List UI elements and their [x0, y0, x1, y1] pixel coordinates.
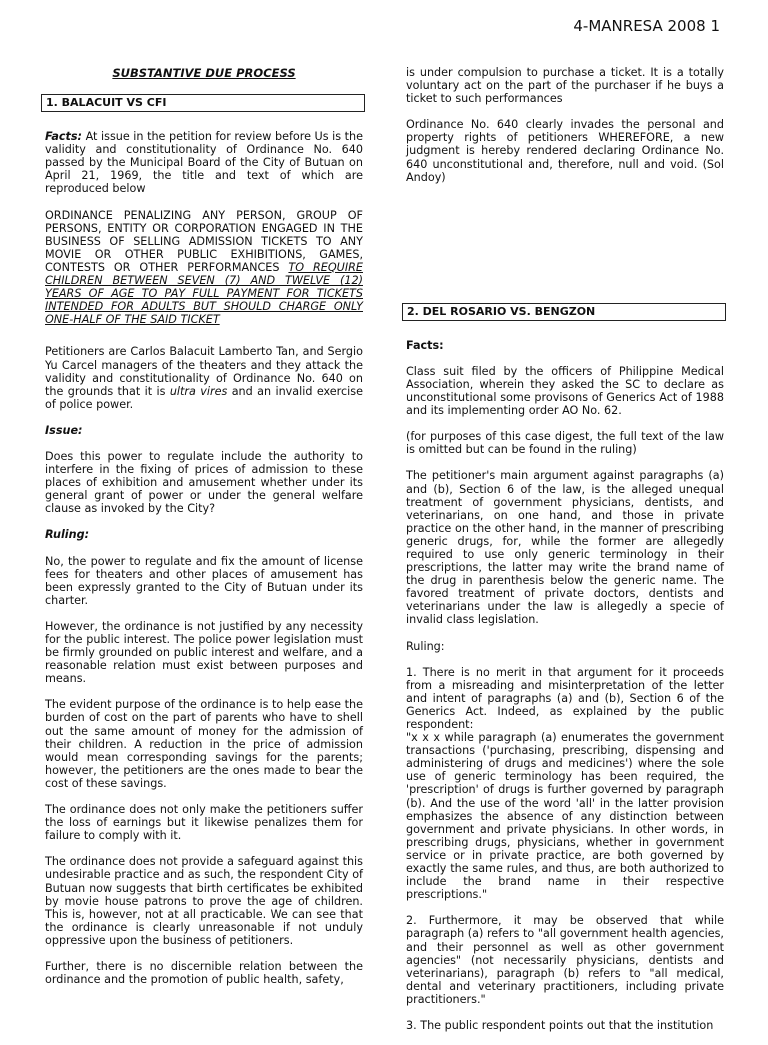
right-column	[406, 66, 724, 1045]
facts-paragraph: The petitioner's main argument against paragraphs (a) and (b), Section 6 of the law, is the alleged unequal treatment of government physicians, dentists, and veterinarians, on one hand, and those in private practice on the other hand, in the manner of prescribing generic drugs, for, while the former are allegedly required to use only generic terminology in their prescriptions, the latter may write the brand name of the drug in parenthesis below the generic name. The favored treatment of private doctors, dentists and veterinarians under the law is allegedly a specie of invalid class legislation.	[406, 469, 724, 627]
case-heading-balacuit: 1. BALACUIT VS CFI	[41, 94, 365, 112]
continued-paragraph: Ordinance No. 640 clearly invades the personal and property rights of petitioners WHEREFORE, a new judgment is hereby rendered declaring Ordinance No. 640 unconstitutional and, therefore, null and void. (Sol Andoy)	[406, 118, 724, 184]
ultra-vires-term: ultra vires	[169, 384, 228, 398]
ordinance-text: ORDINANCE PENALIZING ANY PERSON, GROUP OF PERSONS, ENTITY OR CORPORATION ENGAGED IN THE BUSINESS OF SELLING ADMISSION TICKETS TO ANY MOVIE OR OTHER PUBLIC EXHIBITIONS, GAMES, CONTESTS OR OTHER PERFORMANCES	[45, 208, 363, 274]
facts-paragraph	[45, 130, 363, 195]
ruling-quote: "x x x while paragraph (a) enumerates the government transactions ('purchasing, prescribing, dispensing and administering of drugs and medicines') where the sole use of generic terminology has been required, the 'prescription' of drugs is further governed by paragraph (b). And the use of the word 'all' in the latter provision emphasizes the absence of any distinction between government and private physicians. In other words, in prescribing drugs, physicians, whether in government service or in private practice, are both governed by exactly the same rules, and thus, are both authorized to include the brand name in their respective prescriptions."	[406, 731, 724, 902]
petitioners-text-b: and an invalid exercise of police power.	[45, 384, 363, 411]
ruling-paragraph: 2. Furthermore, it may be observed that while paragraph (a) refers to "all government health agencies, and their personnel as well as other government agencies" (not necessarily physicians, dentists and veterinarians), paragraph (b) refers to "all medical, dental and veterinary practitioners, including private practitioners."	[406, 914, 724, 1006]
facts-label: Facts:	[406, 338, 444, 352]
issue-label: Issue:	[45, 423, 83, 437]
ruling-label: Ruling:	[45, 528, 90, 542]
ruling-paragraph: 3. The public respondent points out that the institution	[406, 1018, 714, 1032]
document-title: SUBSTANTIVE DUE PROCESS	[112, 66, 296, 80]
ruling-paragraph: Further, there is no discernible relation between the ordinance and the promotion of public health, safety,	[45, 959, 363, 987]
ruling-paragraph: The ordinance does not provide a safeguard against this undesirable practice and as such, the respondent City of Butuan now suggests that birth certificates be exhibited by movie house patrons to prove the age of children. This is, however, not at all practicable. We can see that the ordinance is clearly unreasonable if not unduly oppressive upon the business of petitioners.	[45, 855, 363, 947]
left-column	[45, 66, 363, 999]
page-header: 4-MANRESA 2008 1	[573, 17, 720, 35]
petitioners-text-a: Petitioners are Carlos Balacuit Lamberto Tan, and Sergio Yu Carcel managers of the theaters and they attack the validity and constitutionality of Ordinance No. 640 on the grounds that it is	[45, 345, 363, 398]
ruling-paragraph: The ordinance does not only make the petitioners suffer the loss of earnings but it likewise penalizes them for failure to comply with it.	[45, 803, 363, 843]
ruling-paragraph: However, the ordinance is not justified by any necessity for the public interest. The police power legislation must be firmly grounded on public interest and welfare, and a reasonable relation must exist between purposes and means.	[45, 619, 363, 686]
ruling-paragraph: No, the power to regulate and fix the amount of license fees for theaters and other places of amusement has been expressly granted to the City of Butuan under its charter.	[45, 554, 363, 607]
ordinance-emphasis: TO REQUIRE CHILDREN BETWEEN SEVEN (7) AND TWELVE (12) YEARS OF AGE TO PAY FULL PAYMENT FOR TICKETS INTENDED FOR ADULTS BUT SHOULD CHARGE ONLY ONE-HALF OF THE SAID TICKET	[45, 260, 363, 327]
ruling-paragraph: 1. There is no merit in that argument for it proceeds from a misreading and misinterpretation of the letter and intent of paragraphs (a) and (b), Section 6 of the Generics Act. Indeed, as explained by the public respondent:	[406, 665, 724, 731]
petitioners-paragraph	[45, 345, 363, 410]
issue-text: Does this power to regulate include the authority to interfere in the fixing of prices of admission to these places of exhibition and amusement whether under its general grant of power or under the general welfare clause as invoked by the City?	[45, 449, 363, 516]
case-heading-del-rosario: 2. DEL ROSARIO VS. BENGZON	[402, 303, 726, 321]
facts-text: At issue in the petition for review before Us is the validity and constitutionality of Ordinance No. 640 passed by the Municipal Board of the City of Butuan on April 21, 1969, the title and text of which are reproduced below	[45, 130, 363, 196]
facts-paragraph: (for purposes of this case digest, the full text of the law is omitted but can be found in the ruling)	[406, 430, 724, 457]
facts-paragraph: Class suit filed by the officers of Philippine Medical Association, wherein they asked the SC to declare as unconstitutional some provisons of Generics Act of 1988 and its implementing order AO No. 62.	[406, 364, 724, 418]
continued-paragraph: is under compulsion to purchase a ticket. It is a totally voluntary act on the part of the purchaser if he buys a ticket to such performances	[406, 66, 724, 106]
ordinance-title	[45, 209, 363, 327]
ruling-label: Ruling:	[406, 639, 445, 653]
ruling-paragraph: The evident purpose of the ordinance is to help ease the burden of cost on the part of parents who have to shell out the same amount of money for the admission of their children. A reduction in the price of admission would mean corresponding savings for the parents; however, the petitioners are the ones made to bear the cost of these savings.	[45, 698, 363, 790]
facts-label: Facts:	[45, 130, 83, 144]
